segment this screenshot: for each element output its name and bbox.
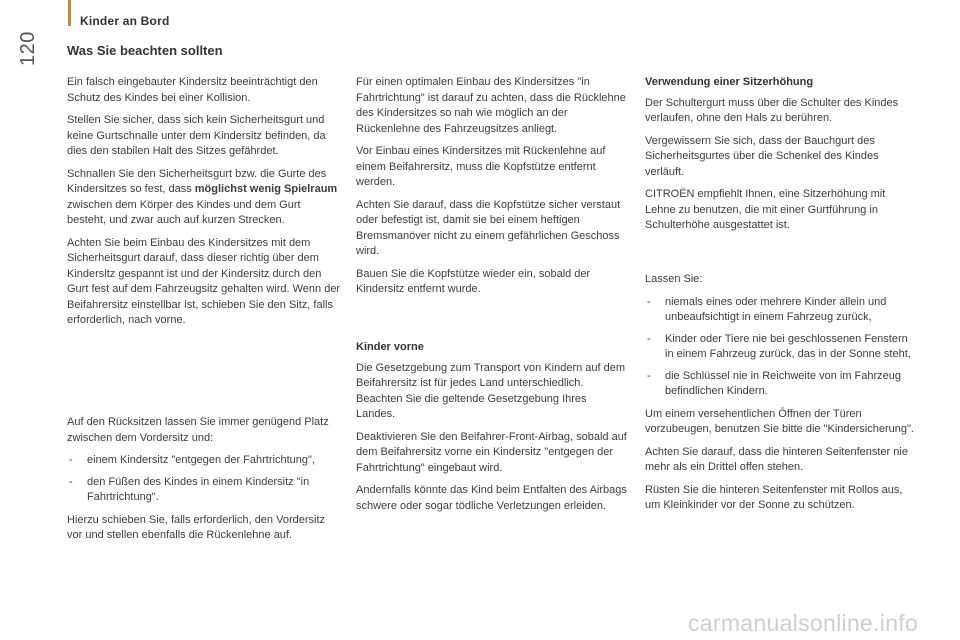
list-item: - einem Kindersitz "entgegen der Fahrtrichtung", xyxy=(67,453,342,469)
paragraph: Lassen Sie: xyxy=(645,273,703,285)
section-heading: Kinder vorne xyxy=(356,341,424,353)
bullet-list xyxy=(645,295,917,400)
paragraph: Vor Einbau eines Kindersitzes mit Rückenlehne auf einem Beifahrersitz, muss die Kopfstütze entfernt werden. xyxy=(356,145,606,188)
column-3-bottom xyxy=(645,272,917,521)
section-title: Kinder an Bord xyxy=(80,14,170,28)
paragraph: Ein falsch eingebauter Kindersitz beeinträchtigt den Schutz des Kindes bei einer Kollision. xyxy=(67,76,318,104)
paragraph xyxy=(67,167,342,229)
paragraph: Achten Sie darauf, dass die hinteren Seitenfenster nie mehr als ein Drittel offen stehen. xyxy=(645,445,908,473)
column-3-top xyxy=(645,75,917,241)
column-2-bottom xyxy=(356,340,628,521)
column-2-top xyxy=(356,75,628,305)
list-item: - die Schlüssel nie in Reichweite von im Fahrzeug befindlichen Kindern. xyxy=(645,369,917,400)
watermark: carmanualsonline.info xyxy=(688,610,919,636)
paragraph: Deaktivieren Sie den Beifahrer-Front-Airbag, sobald auf dem Beifahrersitz vorne ein Kindersitz "entgegen der Fahrtrichtung" eingebaut wird. xyxy=(356,430,627,474)
paragraph: Der Schultergurt muss über die Schulter des Kindes verlaufen, ohne den Hals zu berühren. xyxy=(645,96,899,124)
list-item: - Kinder oder Tiere nie bei geschlossenen Fenstern in einem Fahrzeug zurück, das in der Sonne steht, xyxy=(645,332,917,363)
page-title: Was Sie beachten sollten xyxy=(67,43,223,58)
paragraph: Für einen optimalen Einbau des Kindersitzes "in Fahrtrichtung" ist darauf zu achten, dass die Rücklehne des Kindersitzes so nah wie möglich an der Rückenlehne des Fahrzeugsitzes anliegt. xyxy=(356,76,626,135)
column-1-bottom xyxy=(67,415,342,551)
column-1-top xyxy=(67,75,342,336)
section-accent-bar xyxy=(68,0,71,26)
section-heading: Verwendung einer Sitzerhöhung xyxy=(645,76,814,88)
paragraph: Rüsten Sie die hinteren Seitenfenster mit Rollos aus, um Kleinkinder vor der Sonne zu schützen. xyxy=(645,483,903,511)
paragraph: Bauen Sie die Kopfstütze wieder ein, sobald der Kindersitz entfernt wurde. xyxy=(356,267,591,295)
paragraph: Auf den Rücksitzen lassen Sie immer genügend Platz zwischen dem Vordersitz und: xyxy=(67,416,329,444)
paragraph: Hierzu schieben Sie, falls erforderlich, den Vordersitz vor und stellen ebenfalls die Rückenlehne auf. xyxy=(67,513,326,541)
paragraph: Vergewissern Sie sich, dass der Bauchgurt des Sicherheitsgurtes über die Schenkel des Kindes verläuft. xyxy=(645,134,879,178)
bold-text: möglichst wenig Spielraum xyxy=(194,183,338,195)
paragraph: Stellen Sie sicher, dass sich kein Sicherheitsgurt und keine Gurtschnalle unter dem Kindersitz befinden, da dies den stabilen Halt des Sitzes gefährdet. xyxy=(67,114,326,157)
list-item: - den Füßen des Kindes in einem Kindersitz "in Fahrtrichtung". xyxy=(67,475,342,506)
bullet-list xyxy=(67,453,342,506)
paragraph: Achten Sie darauf, dass die Kopfstütze sicher verstaut oder befestigt ist, damit sie bei einem heftigen Bremsmanöver nicht zu einem gefährlichen Geschoss wird. xyxy=(356,198,621,257)
text-span: Schnallen Sie den Sicherheitsgurt bzw. die Gurte des Kindersitzes so fest, dass xyxy=(67,167,327,195)
paragraph: Um einem versehentlichen Öffnen der Türen vorzubeugen, benutzen Sie bitte die "Kindersicherung". xyxy=(645,407,914,435)
paragraph: Andernfalls könnte das Kind beim Entfalten des Airbags schwere oder sogar tödliche Verletzungen erleiden. xyxy=(356,484,627,512)
paragraph: CITROËN empfiehlt Ihnen, eine Sitzerhöhung mit Lehne zu benutzen, die mit einer Gurtführung in Schulterhöhe ausgestattet ist. xyxy=(645,188,886,231)
text-span: zwischen dem Körper des Kindes und dem Gurt besteht, und zwar auch auf kurzen Strecken. xyxy=(67,198,301,226)
page-number: 120 xyxy=(17,31,39,66)
paragraph: Achten Sie beim Einbau des Kindersitzes mit dem Sicherheitsgurt darauf, dass dieser richtig über dem Kindersitz gespannt ist und der Kindersitz durch den Gurt fest auf dem Fahrzeugsitz gehalten wird. Wenn der Beifahrersitz einstellbar ist, schieben Sie den Sitz, falls erforderlich, nach vorne. xyxy=(67,236,341,326)
list-item: - niemals eines oder mehrere Kinder allein und unbeaufsichtigt in einem Fahrzeug zurück, xyxy=(645,295,917,326)
paragraph: Die Gesetzgebung zum Transport von Kindern auf dem Beifahrersitz ist für jedes Land unterschiedlich. Beachten Sie die geltende Gesetzgebung Ihres Landes. xyxy=(356,361,626,420)
